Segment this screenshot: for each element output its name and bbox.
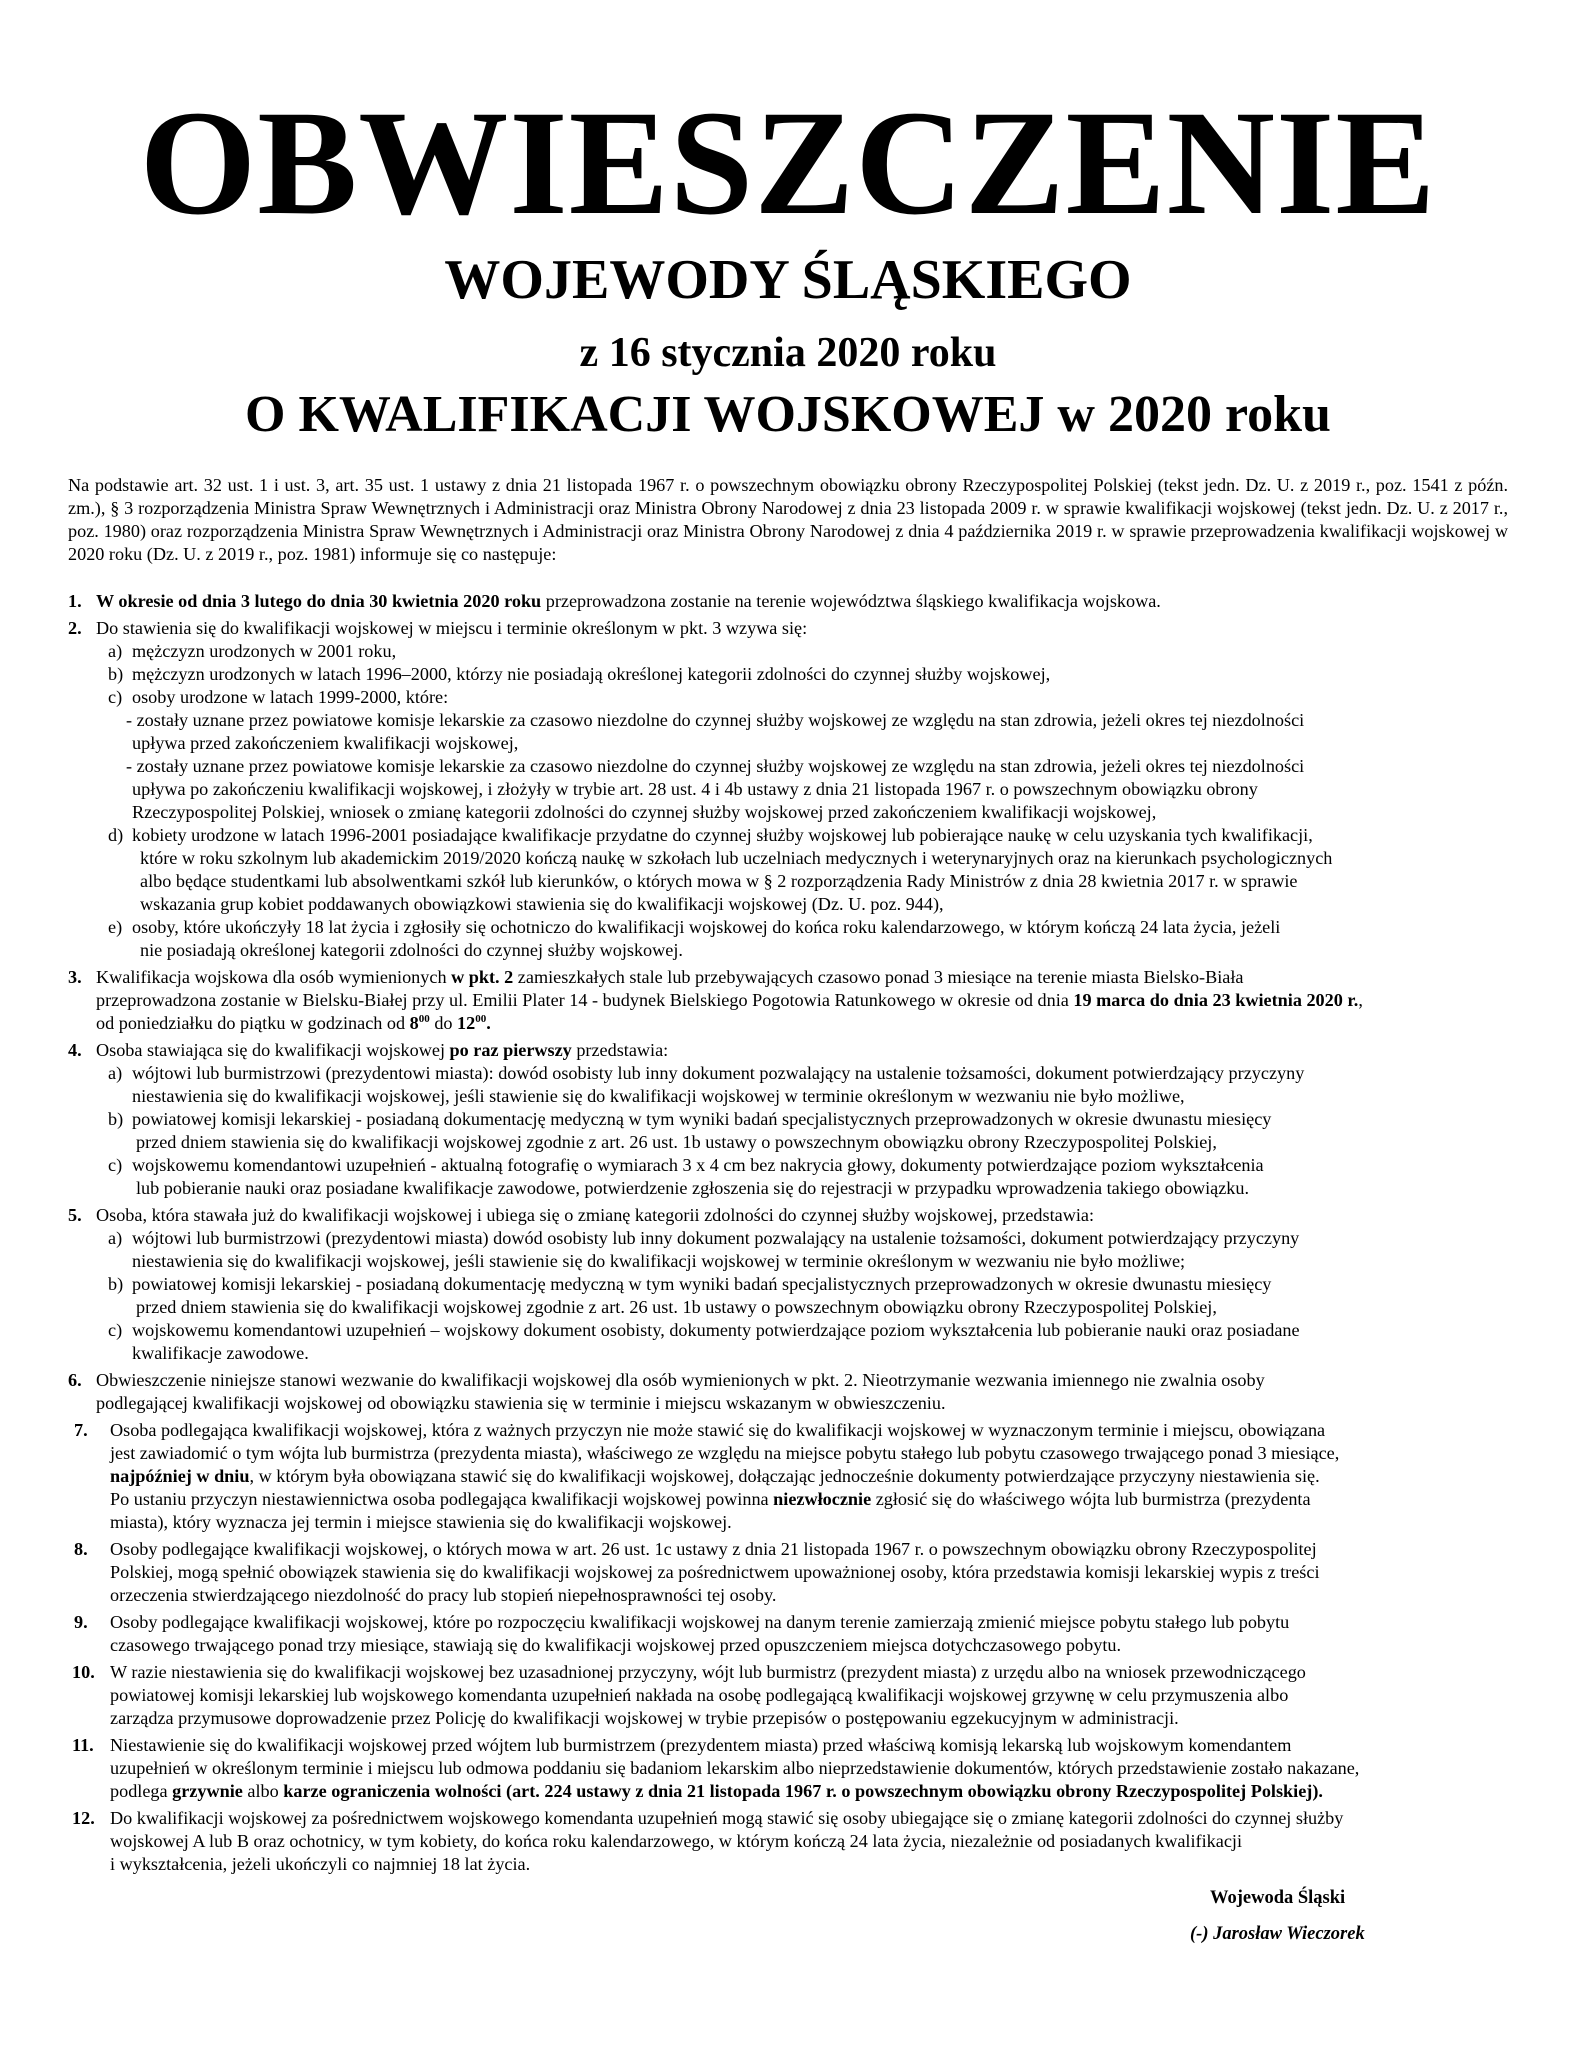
signature-name: (-) Jarosław Wieczorek — [1190, 1924, 1365, 1944]
text-line: niestawienia się do kwalifikacji wojskowej, jeśli stawienie się do kwalifikacji wojskowej w terminie określonym w wezwaniu nie było możliwe; — [132, 1251, 1186, 1271]
text: zgłosić się do właściwego wójta lub burmistrza (prezydenta — [871, 1489, 1311, 1509]
text-line: Osoby podlegające kwalifikacji wojskowej, które po rozpoczęciu kwalifikacji wojskowej na danym terenie zamierzają zmienić miejsce pobytu stałego lub pobytu — [110, 1612, 1290, 1632]
point-number: 12. — [72, 1808, 95, 1828]
text-line: podlegającej kwalifikacji wojskowej od obowiązku stawienia się w terminie i miejscu wskazanym w obwieszczeniu. — [96, 1393, 946, 1413]
text-line: nie posiadają określonej kategorii zdolności do czynnej służby wojskowej. — [140, 940, 683, 960]
text: podlega — [110, 1781, 173, 1801]
text: przeprowadzona zostanie na terenie województwa śląskiego kwalifikacja wojskowa. — [541, 591, 1161, 611]
bold-text: grzywnie — [172, 1781, 243, 1801]
text: zamieszkałych stale lub przebywających czasowo ponad 3 miesiące na terenie miasta Bielsko-Biała — [513, 967, 1244, 987]
text-line: wskazania grup kobiet poddawanych obowiązkowi stawienia się do kwalifikacji wojskowej (Dz. U. poz. 944), — [140, 894, 944, 914]
letter: b) — [108, 664, 124, 684]
text-line: kwalifikacje zawodowe. — [132, 1343, 309, 1363]
text: od poniedziałku do piątku w godzinach od — [96, 1013, 410, 1033]
point-1 — [68, 590, 1514, 613]
point-text — [96, 590, 1514, 613]
text-line: wojskowej A lub B oraz ochotnicy, w tym kobiety, do końca roku kalendarzowego, w którym kończą 24 lata życia, niezależnie od posiadanych kwalifikacji — [110, 1831, 1242, 1851]
point-6 — [68, 1369, 1514, 1415]
point-number: 11. — [72, 1735, 94, 1755]
text-line: lub pobieranie nauki oraz posiadane kwalifikacje zawodowe, potwierdzenie zgłoszenia się do rejestracji w przypadku wprowadzenia takiego obowiązku. — [136, 1178, 1250, 1198]
text-line: zarządza przymusowe doprowadzenie przez Policję do kwalifikacji wojskowej w trybie przepisów o postępowaniu egzekucyjnym w administracji. — [110, 1708, 1179, 1728]
text: Po ustaniu przyczyn niestawiennictwa osoba podlegająca kwalifikacji wojskowej powinna — [110, 1489, 774, 1509]
text-line: albo będące studentkami lub absolwentkami szkół lub kierunków, o których mowa w § 2 rozporządzenia Rady Ministrów z dnia 28 kwietnia 2017 r. w sprawie — [140, 871, 1298, 891]
point-2 — [68, 617, 1514, 962]
text: , w którym była obowiązana stawić się do kwalifikacji wojskowej, dołączając jednocześnie dokumenty potwierdzające przyczyny niestawienia się. — [249, 1466, 1320, 1486]
sub-a — [96, 1227, 1514, 1250]
text: wojskowemu komendantowi uzupełnień - aktualną fotografię o wymiarach 3 x 4 cm bez nakrycia głowy, dokumenty potwierdzające poziom wykształcenia — [132, 1155, 1264, 1175]
sub-b — [96, 1108, 1514, 1131]
lead — [96, 1039, 1514, 1062]
text: mężczyzn urodzonych w latach 1996–2000, którzy nie posiadają określonej kategorii zdolności do czynnej służby wojskowej, — [132, 664, 1051, 684]
dash-line: - zostały uznane przez powiatowe komisje lekarskie za czasowo niezdolne do czynnej służby wojskowej ze względu na stan zdrowia, jeżeli okres tej niezdolności — [126, 756, 1305, 776]
text-line: Obwieszczenie niniejsze stanowi wezwanie do kwalifikacji wojskowej dla osób wymienionych w pkt. 2. Nieotrzymanie wezwania imiennego nie zwalnia osoby — [96, 1370, 1265, 1390]
lead: Osoba, która stawała już do kwalifikacji wojskowej i ubiega się o zmianę kategorii zdolności do czynnej służby wojskowej, przedstawia: — [96, 1205, 1095, 1225]
letter: a) — [108, 1063, 123, 1083]
text-line — [96, 989, 1514, 1012]
topic-heading: O KWALIFIKACJI WOJSKOWEJ w 2020 roku — [245, 386, 1331, 443]
text: przedstawia: — [571, 1040, 669, 1060]
hour: 12 — [457, 1013, 476, 1033]
letter: c) — [108, 1155, 123, 1175]
text-line — [96, 966, 1514, 989]
text-line — [96, 1012, 1514, 1035]
point-text — [96, 966, 1514, 1035]
letter: d) — [108, 825, 124, 845]
point-9 — [68, 1611, 1514, 1657]
text-line: Do kwalifikacji wojskowej za pośrednictwem wojskowego komendanta uzupełnień mogą stawić się osoby ubiegające się o zmianę kategorii zdolności do czynnej służby — [110, 1808, 1344, 1828]
point-text — [110, 1807, 1514, 1876]
text-line: przed dniem stawienia się do kwalifikacji wojskowej zgodnie z art. 26 ust. 1b ustawy o powszechnym obowiązku obrony Rzeczypospolitej Polskiej, — [136, 1132, 1217, 1152]
text: wójtowi lub burmistrzowi (prezydentowi miasta): dowód osobisty lub inny dokument pozwalający na ustalenie tożsamości, dokument potwierdzający przyczyny — [132, 1063, 1305, 1083]
lead: Do stawienia się do kwalifikacji wojskowej w miejscu i terminie określonym w pkt. 3 wzywa się: — [96, 618, 808, 638]
sub-d — [96, 824, 1514, 847]
point-text — [110, 1419, 1514, 1534]
letter: a) — [108, 1228, 123, 1248]
letter: b) — [108, 1109, 124, 1129]
hour: 8 — [409, 1013, 419, 1033]
document-title: OBWIESZCZENIE — [139, 80, 1437, 246]
text-line — [110, 1780, 1514, 1803]
letter: c) — [108, 1320, 123, 1340]
signature-role: Wojewoda Śląski — [1210, 1888, 1346, 1908]
intro-paragraph: Na podstawie art. 32 ust. 1 i ust. 3, art. 35 ust. 1 ustawy z dnia 21 listopada 1967 r. o powszechnym obowiązku obrony Rzeczypospolitej Polskiej (tekst jedn. Dz. U. z 2019 r., poz. 1541 z późn. zm.), § 3 rozporządzenia Ministra Spraw Wewnętrznych i Administracji oraz Ministra Obrony Narodowej z dnia 23 listopada 2009 r. w sprawie kwalifikacji wojskowej (tekst jedn. Dz. U. z 2017 r., poz. 1980) oraz rozporządzenia Ministra Spraw Wewnętrznych i Administracji oraz Ministra Obrony Narodowej z dnia 4 października 2019 r. w sprawie przeprowadzenia kwalifikacji wojskowej w 2020 roku (Dz. U. z 2019 r., poz. 1981) informuje się co następuje: — [68, 475, 1508, 564]
text-line: jest zawiadomić o tym wójta lub burmistrza (prezydenta miasta), właściwego ze względu na miejsce pobytu stałego lub pobytu czasowego trwającego ponad 3 miesiące, — [110, 1443, 1340, 1463]
text: . — [486, 1013, 491, 1033]
hours-to — [457, 1013, 491, 1033]
letter: e) — [108, 917, 123, 937]
text-line — [110, 1465, 1514, 1488]
point-5 — [68, 1204, 1514, 1365]
letter: c) — [108, 687, 123, 707]
text: , — [1358, 990, 1363, 1010]
text: powiatowej komisji lekarskiej - posiadaną dokumentację medyczną w tym wyniki badań specjalistycznych przeprowadzonych w okresie dwunastu miesięcy — [132, 1274, 1272, 1294]
sub-c — [96, 1154, 1514, 1177]
point-number: 2. — [68, 618, 82, 638]
point-7 — [68, 1419, 1514, 1534]
text-line: i wykształcenia, jeżeli ukończyli co najmniej 18 lat życia. — [110, 1854, 531, 1874]
text: przeprowadzona zostanie w Bielsku-Białej przy ul. Emilii Plater 14 - budynek Bielskiego Pogotowia Ratunkowego w okresie od dnia — [96, 990, 1074, 1010]
bold-text: 19 marca do dnia 23 kwietnia 2020 r. — [1073, 990, 1359, 1010]
text-line: Polskiej, mogą spełnić obowiązek stawienia się do kwalifikacji wojskowej za pośrednictwem upoważnionej osoby, która przedstawia komisji lekarskiej wypis z treści — [110, 1562, 1320, 1582]
point-text — [96, 1369, 1514, 1415]
sub-a — [96, 640, 1514, 663]
point-number: 9. — [74, 1612, 88, 1632]
text: mężczyzn urodzonych w 2001 roku, — [132, 641, 397, 661]
text: powiatowej komisji lekarskiej - posiadaną dokumentację medyczną w tym wyniki badań specjalistycznych przeprowadzonych w okresie dwunastu miesięcy — [132, 1109, 1272, 1129]
point-text — [96, 1204, 1514, 1365]
text-line — [110, 1488, 1514, 1511]
bold-text: po raz pierwszy — [449, 1040, 572, 1060]
dash-line: upływa po zakończeniu kwalifikacji wojskowej, i złożyły w trybie art. 28 ust. 4 i 4b ustawy z dnia 21 listopada 1967 r. o powszechnym obowiązku obrony — [132, 779, 1258, 799]
sub-c — [96, 686, 1514, 709]
point-10 — [68, 1661, 1514, 1730]
minutes: 00 — [475, 1012, 487, 1025]
sub-e — [96, 916, 1514, 939]
text-line: uzupełnień w określonym terminie i miejscu lub odmowa poddaniu się badaniom lekarskim albo nieprzedstawienie dokumentów, których przedstawienie zostało nakazane, — [110, 1758, 1360, 1778]
text-line: Osoby podlegające kwalifikacji wojskowej, o których mowa w art. 26 ust. 1c ustawy z dnia 21 listopada 1967 r. o powszechnym obowiązku obrony Rzeczypospolitej — [110, 1539, 1317, 1559]
text: albo — [242, 1781, 284, 1801]
text-line: orzeczenia stwierdzającego niezdolność do pracy lub stopień niepełnosprawności tej osoby. — [110, 1585, 777, 1605]
point-text — [96, 617, 1514, 962]
point-3 — [68, 966, 1514, 1035]
text: do — [429, 1013, 458, 1033]
point-number: 7. — [74, 1420, 88, 1440]
text-line: Osoba podlegająca kwalifikacji wojskowej, która z ważnych przyczyn nie może stawić się do kwalifikacji wojskowej w wyznaczonym terminie i miejscu, obowiązana — [110, 1420, 1326, 1440]
text: wójtowi lub burmistrzowi (prezydentowi miasta) dowód osobisty lub inny dokument pozwalający na ustalenie tożsamości, dokument potwierdzający przyczyny — [132, 1228, 1300, 1248]
text-line: W razie niestawienia się do kwalifikacji wojskowej bez uzasadnionej przyczyny, wójt lub burmistrz (prezydent miasta) z urzędu albo na wniosek przewodniczącego — [110, 1662, 1306, 1682]
text-line: czasowego trwającego ponad trzy miesiące, stawiają się do kwalifikacji wojskowej przed opuszczeniem miejsca dotychczasowego pobytu. — [110, 1635, 1122, 1655]
sub-b — [96, 1273, 1514, 1296]
text-line: powiatowej komisji lekarskiej lub wojskowego komendanta uzupełnień nakłada na osobę podlegającą kwalifikacji wojskowej grzywnę w celu przymuszenia albo — [110, 1685, 1289, 1705]
point-number: 5. — [68, 1205, 82, 1225]
letter: a) — [108, 641, 123, 661]
text: wojskowemu komendantowi uzupełnień – wojskowy dokument osobisty, dokumenty potwierdzające poziom wykształcenia lub pobieranie nauki oraz posiadane — [132, 1320, 1300, 1340]
point-11 — [68, 1734, 1514, 1803]
text-line: miasta), który wyznacza jej termin i miejsce stawienia się do kwalifikacji wojskowej. — [110, 1512, 732, 1532]
letter: b) — [108, 1274, 124, 1294]
hours-from — [410, 1013, 430, 1033]
text: Osoba stawiająca się do kwalifikacji wojskowej — [96, 1040, 450, 1060]
text: Kwalifikacja wojskowa dla osób wymienionych — [96, 967, 452, 987]
point-12 — [68, 1807, 1514, 1876]
text: osoby urodzone w latach 1999-2000, które: — [132, 687, 449, 707]
text: osoby, które ukończyły 18 lat życia i zgłosiły się ochotniczo do kwalifikacji wojskowej do końca roku kalendarzowego, w którym kończą 24 lata życia, jeżeli — [132, 917, 1281, 937]
text: kobiety urodzone w latach 1996-2001 posiadające kwalifikacje przydatne do czynnej służby wojskowej lub pobierające naukę w celu uzyskania tych kwalifikacji, — [132, 825, 1313, 845]
sub-b — [96, 663, 1514, 686]
point-4 — [68, 1039, 1514, 1200]
date-heading: z 16 stycznia 2020 roku — [579, 330, 997, 376]
point-number: 4. — [68, 1040, 82, 1060]
bold-text: niezwłocznie — [773, 1489, 872, 1509]
dash-line: upływa przed zakończeniem kwalifikacji wojskowej, — [132, 733, 519, 753]
text-line: przed dniem stawienia się do kwalifikacji wojskowej zgodnie z art. 26 ust. 1b ustawy o powszechnym obowiązku obrony Rzeczypospolitej Polskiej, — [136, 1297, 1217, 1317]
point-number: 10. — [72, 1662, 95, 1682]
minutes: 00 — [418, 1012, 430, 1025]
text-line: które w roku szkolnym lub akademickim 2019/2020 kończą naukę w szkołach lub uczelniach medycznych i weterynaryjnych oraz na kierunkach psychologicznych — [140, 848, 1333, 868]
issuer-heading: WOJEWODY ŚLĄSKIEGO — [444, 249, 1132, 311]
point-number: 6. — [68, 1370, 82, 1390]
point-text — [110, 1538, 1514, 1607]
point-text — [110, 1734, 1514, 1803]
sub-a — [96, 1062, 1514, 1085]
point-number: 8. — [74, 1539, 88, 1559]
sub-c — [96, 1319, 1514, 1342]
text-line: niestawienia się do kwalifikacji wojskowej, jeśli stawienie się do kwalifikacji wojskowej w terminie określonym w wezwaniu nie było możliwe, — [132, 1086, 1185, 1106]
bold-text: karze ograniczenia wolności (art. 224 ustawy z dnia 21 listopada 1967 r. o powszechnym obowiązku obrony Rzeczypospolitej Polskiej). — [283, 1781, 1323, 1801]
text-line: Niestawienie się do kwalifikacji wojskowej przed wójtem lub burmistrzem (prezydentem miasta) przed właściwą komisją lekarską lub wojskowym komendantem — [110, 1735, 1292, 1755]
point-number: 1. — [68, 591, 82, 611]
notice-body — [68, 590, 1514, 1876]
bold-text: W okresie od dnia 3 lutego do dnia 30 kwietnia 2020 roku — [96, 591, 542, 611]
bold-text: w pkt. 2 — [451, 967, 514, 987]
point-8 — [68, 1538, 1514, 1607]
dash-line: Rzeczypospolitej Polskiej, wniosek o zmianę kategorii zdolności do czynnej służby wojskowej przed zakończeniem kwalifikacji wojskowej, — [132, 802, 1157, 822]
bold-text: najpóźniej w dniu — [110, 1466, 250, 1486]
point-text — [110, 1661, 1514, 1730]
point-text — [96, 1039, 1514, 1200]
point-number: 3. — [68, 967, 82, 987]
point-text — [110, 1611, 1514, 1657]
dash-line: - zostały uznane przez powiatowe komisje lekarskie za czasowo niezdolne do czynnej służby wojskowej ze względu na stan zdrowia, jeżeli okres tej niezdolności — [126, 710, 1305, 730]
